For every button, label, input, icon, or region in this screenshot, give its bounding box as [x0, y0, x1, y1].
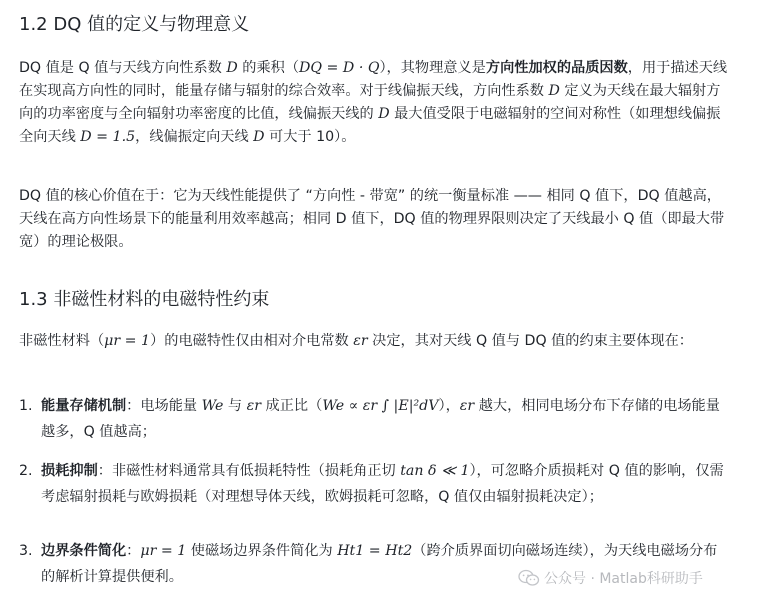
paragraph-nonmagnetic-intro	[19, 330, 731, 353]
math-boundary-formula: Ht1 = Ht2	[337, 543, 413, 559]
text: ：电场能量	[126, 398, 202, 414]
bold-term: 方向性加权的品质因数	[485, 60, 628, 76]
math-energy-formula: We ∝ εr ∫ |E|²dV	[322, 398, 439, 414]
text: 的乘积（	[237, 60, 300, 76]
text: ）的电磁特性仅由相对介电常数	[150, 333, 354, 349]
text: 定义为天线在最大辐射方向的功率密度与全向辐射功率密度的比值，线偏振天线的	[19, 83, 721, 122]
math-We: We	[201, 398, 224, 414]
text: （跨介质界面切向磁场连续），为天线电磁场分布的解析计算提供便利。	[41, 543, 718, 585]
list-number: 3.	[19, 543, 33, 559]
text: ：	[126, 543, 141, 559]
math-D: D	[253, 129, 265, 145]
math-D: D	[378, 106, 390, 122]
text: ，线偏振定向天线	[135, 129, 254, 145]
math-dq-formula: DQ = D · Q	[299, 60, 380, 76]
text: 使磁场边界条件简化为	[186, 543, 338, 559]
list-item-body	[41, 393, 731, 445]
text: 与	[223, 398, 247, 414]
paragraph-dq-value: DQ 值的核心价值在于：它为天线性能提供了 “方向性 - 带宽” 的统一衡量标准 —— 相同 Q 值下，DQ 值越高，天线在高方向性场景下的能量利用效率越高；相同 D 值下，DQ 值的物理界限则决定了天线最小 Q 值（即最大带宽）的理论极限。	[19, 188, 725, 250]
text: 成正比（	[261, 398, 323, 414]
text: ，用于描述天线在实现高方向性的同时，能量存储与辐射的综合效率。对于线偏振天线，方向性系数	[19, 60, 728, 99]
math-eps-r: εr	[246, 398, 262, 414]
text: 非磁性材料（	[19, 333, 105, 349]
wechat-icon	[518, 569, 540, 587]
watermark	[518, 568, 703, 588]
paragraph-dq-definition	[19, 57, 731, 149]
text: ），可忽略介质损耗对 Q 值的影响，仅需考虑辐射损耗与欧姆损耗（对理想导体天线，欧姆损耗可忽略，Q 值仅由辐射损耗决定）；	[41, 463, 724, 505]
math-D: D	[226, 60, 238, 76]
list-item-body	[41, 458, 731, 510]
watermark-text: 公众号 · Matlab科研助手	[544, 571, 703, 587]
text: 决定，其对天线 Q 值与 DQ 值的约束主要体现在：	[367, 333, 693, 349]
text: DQ 值是 Q 值与天线方向性系数	[19, 60, 227, 76]
section-heading-1-2: 1.2 DQ 值的定义与物理意义	[19, 14, 250, 35]
math-eps-r: εr	[459, 398, 475, 414]
math-eps-r: εr	[353, 333, 368, 349]
text: ：非磁性材料通常具有低损耗特性（损耗角正切	[97, 463, 401, 479]
math-D: D	[548, 83, 560, 99]
text: ），其物理意义是	[379, 60, 486, 76]
text: ），	[438, 398, 460, 414]
section-heading-1-3: 1.3 非磁性材料的电磁特性约束	[19, 289, 270, 310]
list-item-title: 损耗抑制	[41, 463, 98, 479]
math-mu-r: μr = 1	[140, 543, 187, 559]
math-D-value: D = 1.5	[80, 129, 136, 145]
list-number: 1.	[19, 398, 33, 414]
text: 越大，相同电场分布下存储的电场能量越多，Q 值越高；	[41, 398, 720, 440]
math-tan-delta: tan δ ≪ 1	[400, 463, 470, 479]
list-item-title: 能量存储机制	[41, 398, 127, 414]
math-mu-r: μr = 1	[104, 333, 151, 349]
list-item-title: 边界条件简化	[41, 543, 127, 559]
text: 可大于 10）。	[264, 129, 356, 145]
list-number: 2.	[19, 463, 33, 479]
text: 最大值受限于电磁辐射的空间对称性（如理想线偏振全向天线	[19, 106, 721, 145]
